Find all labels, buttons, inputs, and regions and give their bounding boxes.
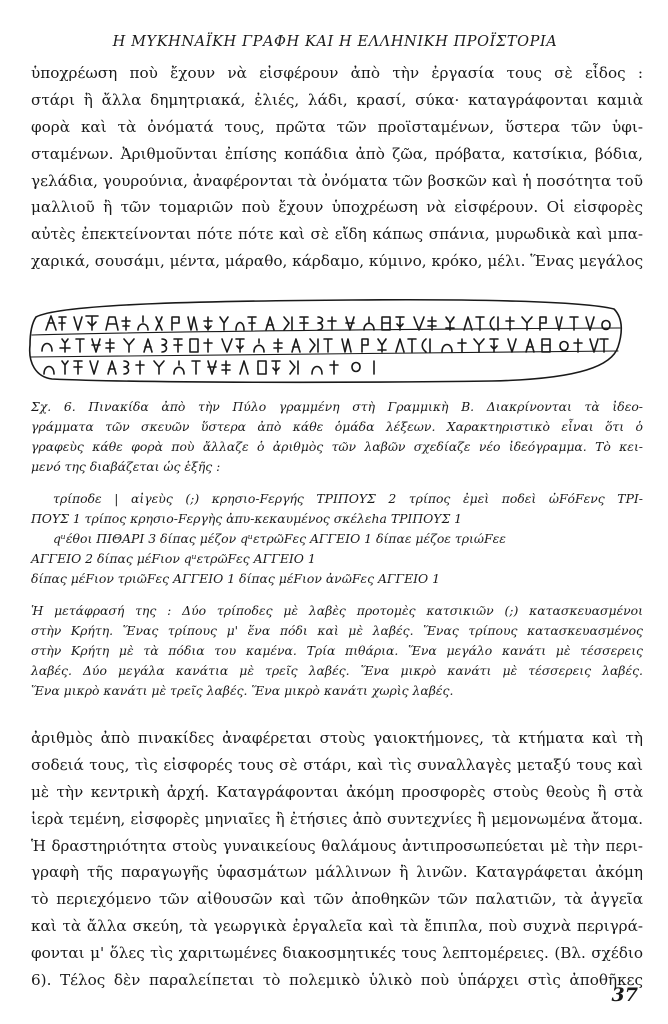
text-line: μὲ τὴν κεντρικὴ ἀρχή. Καταγράφονται ἀκόμη προσφορὲς στοὺς θεοὺς ἢ στὰ <box>31 782 643 801</box>
text-line: μαλλιοῦ ἢ τῶν τομαριῶν ποὺ ἔχουν ὑποχρέωση νὰ εἰσφέρουν. Οἱ εἰσφορὲς <box>31 198 643 217</box>
caption-line: Σχ. 6. Πινακίδα ἀπὸ τὴν Πύλο γραμμένη στὴ Γραμμικὴ Β. Διακρίνονται τὰ ἰδεο- <box>31 399 643 414</box>
transcription-line: τρίποδε | αἰγεὺς (;) κρησιο-Fεργής ΤΡΙΠΟΥΣ 2 τρίπος ἐμεὶ ποδεὶ ὠFόFενς ΤΡΙ- <box>53 491 643 506</box>
text-line: τὸ περιεχόμενο τῶν αἰθουσῶν καὶ τῶν ἀποθηκῶν τῶν παλατιῶν, τὰ ἀγγεῖα <box>31 890 643 909</box>
translation-line: στὴν Κρήτη μὲ τὰ πόδια του καμένα. Τρία πιθάρια. Ἕνα μεγάλο κανάτι μὲ τέσσερεις <box>31 643 643 658</box>
text-line: αὐτὲς ἐπεκτείνονται πότε πότε καὶ σὲ εἴδη κάπως σπάνια, μυρωδικὰ καὶ μπα- <box>31 225 643 244</box>
figure-caption <box>31 397 643 477</box>
body-text-top <box>31 60 643 275</box>
text-line: σοδειά τους, τὶς εἰσφορές τους σὲ στάρι, καὶ τὶς συναλλαγὲς μεταξύ τους καὶ <box>31 755 643 774</box>
caption-line: μενό της διαβάζεται ὡς ἑξῆς : <box>31 459 221 474</box>
text-line: στάρι ἢ ἄλλα δημητριακά, ἐλιές, λάδι, κρασί, σύκα· καταγράφονται καμιὰ <box>31 90 643 109</box>
page-number: 37 <box>611 984 638 1006</box>
body-text-bottom <box>31 725 643 994</box>
translation-line: λαβές. Δύο μεγάλα κανάτια μὲ τρεῖς λαβές. Ἕνα μικρὸ κανάτι μὲ τέσσερεις λαβές. <box>31 663 643 678</box>
transcription-line: ΠΟΥΣ 1 τρίπος κρησιο-Fεργὴς ἀπυ-κεκαυμένος σκέλεha ΤΡΙΠΟΥΣ 1 <box>31 511 463 526</box>
text-line: ἱερὰ τεμένη, εἰσφορὲς μηνιαῖες ἢ ἐτήσιες ἀπὸ συντεχνίες ἢ μεμονωμένα ἄτομα. <box>31 809 643 828</box>
transcription-line: qᵘέθοι ΠΙΘΑΡΙ 3 δίπας μέζον qᵘετρῶFες ΑΓΓΕΙΟ 1 δίπαε μέζοε τριώFεε <box>53 531 506 546</box>
text-line: 6). Τέλος δὲν παραλείπεται τὸ πολεμικὸ ὑλικὸ ποὺ ὑπάρχει στὶς ἀποθῆκες <box>31 971 643 990</box>
translation-line: Ἡ μετάφρασή της : Δύο τρίποδες μὲ λαβὲς προτομὲς κατσικιῶν (;) κατασκευασμένοι <box>31 603 643 618</box>
text-line: φονται μ' ὅλες τὶς χαριτωμένες διακοσμητικές τους λεπτομέρειες. (Βλ. σχέδιο <box>31 944 643 963</box>
transcription-line: ΑΓΓΕΙΟ 2 δίπας μέFιον qᵘετρῶFες ΑΓΓΕΙΟ 1 <box>31 551 316 566</box>
linear-b-tablet-drawing <box>22 295 626 385</box>
text-line: φορὰ καὶ τὰ ὀνόματά τους, πρῶτα τῶν προϊσταμένων, ὕστερα τῶν ὑφι- <box>31 117 643 136</box>
text-line: γελάδια, γουρούνια, ἀναφέρονται τὰ ὀνόματα τῶν βοσκῶν καὶ ἡ ποσότητα τοῦ <box>31 171 643 190</box>
text-line: γραφὴ τῆς παραγωγῆς ὑφασμάτων μάλλινων ἢ λινῶν. Καταγράφεται ἀκόμη <box>31 863 643 882</box>
transcription-line: δίπας μέFιον τριῶFες ΑΓΓΕΙΟ 1 δίπας μέFιον ἀνῶFες ΑΓΓΕΙΟ 1 <box>31 571 441 586</box>
caption-line: γραφεὺς κάθε φορὰ ποὺ ἄλλαζε ὁ ἀριθμὸς τῶν λαβῶν σχεδίαζε νέο ἰδεόγραμμα. Τὸ κει- <box>31 439 643 454</box>
text-line: καὶ τὰ ἄλλα σκεύη, τὰ γεωργικὰ ἐργαλεῖα καὶ τὰ ἔπιπλα, ποὺ συχνὰ περιγρά- <box>31 917 643 936</box>
tablet-translation <box>31 601 643 701</box>
text-line: ἀριθμὸς ἀπὸ πινακίδες ἀναφέρεται στοὺς γαιοκτήμονες, τὰ κτήματα καὶ τὴ <box>31 729 643 747</box>
text-line: σταμένων. Ἀριθμοῦνται ἐπίσης κοπάδια ἀπὸ ζῶα, πρόβατα, κατσίκια, βόδια, <box>31 144 643 163</box>
running-head: Η ΜΥΚΗΝΑΪΚΗ ΓΡΑΦΗ ΚΑΙ Η ΕΛΛΗΝΙΚΗ ΠΡΟΪΣΤΟΡΙΑ <box>112 34 558 50</box>
translation-line: στὴν Κρήτη. Ἕνας τρίπους μ' ἕνα πόδι καὶ μὲ λαβές. Ἕνας τρίπους κατασκευασμένος <box>31 623 643 638</box>
text-line: Ἡ δραστηριότητα στοὺς γυναικείους θαλάμους ἀντιπροσωπεύεται μὲ τὴν περι- <box>31 836 643 855</box>
tablet-transcription <box>31 489 643 589</box>
caption-line: γράμματα τῶν σκευῶν ὕστερα ἀπὸ κάθε ὁμάδα λέξεων. Χαρακτηριστικὸ εἶναι ὅτι ὁ <box>31 419 643 434</box>
text-line: ὑποχρέωση ποὺ ἔχουν νὰ εἰσφέρουν ἀπὸ τὴν ἐργασία τους σὲ εἶδος : <box>31 64 643 82</box>
translation-line: Ἕνα μικρὸ κανάτι μὲ τρεῖς λαβές. Ἕνα μικρὸ κανάτι χωρὶς λαβές. <box>31 683 454 698</box>
text-line: χαρικά, σουσάμι, μέντα, μάραθο, κάρδαμο, κύμινο, κρόκο, μέλι. Ἕνας μεγάλος <box>31 252 644 271</box>
